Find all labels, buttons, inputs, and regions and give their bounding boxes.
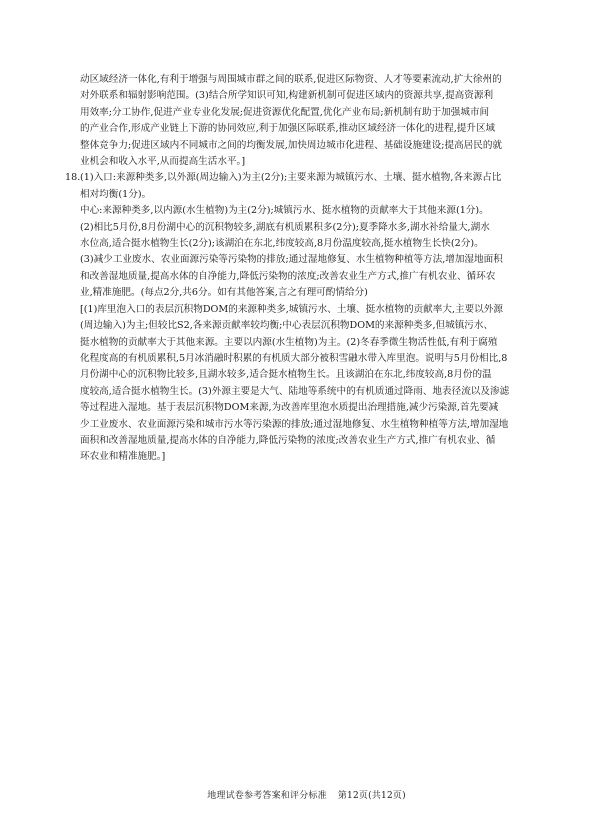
question-18-explanation — [80, 302, 555, 466]
text-line: (1)入口:来源种类多,以外源(周边输入)为主(2分);主要来源为城镇污水、土壤、挺水植物,各来源占比 — [80, 172, 502, 184]
answer-content — [65, 72, 555, 466]
question-18-answer — [65, 170, 555, 301]
page-footer — [0, 788, 613, 801]
question-number: 18. — [65, 172, 81, 184]
text-line: 用效率;分工协作,促进产业专业化发展;促进资源优化配置,优化产业布局;新机制有助于加强城市间 — [80, 106, 490, 118]
text-line: 等过程进入湿地。基于表层沉积物DOM来源,为改善库里泡水质提出治理措施,减少污染源,首先要减 — [80, 402, 499, 414]
text-line: 化程度高的有机质累积,5月冰消融时积累的有机质大部分被积雪融水带入库里泡。说明与5月份相比,8 — [80, 352, 508, 364]
text-line: 业,精准施肥。(每点2分,共6分。如有其他答案,言之有理可酌情给分) — [80, 287, 368, 299]
text-line: 中心:来源种类多,以内源(水生植物)为主(2分);城镇污水、挺水植物的贡献率大于其他来源(1分)。 — [80, 205, 489, 217]
previous-answer-continuation — [80, 72, 555, 170]
text-line: 面积和改善湿地质量,提高水体的自净能力,降低污染物的浓度;改善农业生产方式,推广有机农业、循 — [80, 434, 496, 446]
text-line: (3)减少工业废水、农业面源污染等污染物的排放;通过湿地修复、水生植物种植等方法,增加湿地面积 — [80, 254, 503, 266]
text-line: 和改善湿地质量,提高水体的自净能力,降低污染物的浓度;改善农业生产方式,推广有机农业、循环农 — [80, 270, 496, 282]
text-line: 业机会和收入水平,从而提高生活水平。] — [80, 156, 246, 168]
text-line: 环农业和精准施肥。] — [80, 451, 166, 463]
footer-page-number: 第12页(共12页) — [337, 791, 406, 801]
text-line: 挺水植物的贡献率大于其他来源。主要以内源(水生植物)为主。(2)冬春季微生物活性低,有利于腐殖 — [80, 336, 498, 348]
text-line: [(1)库里泡入口的表层沉积物DOM的来源种类多,城镇污水、土壤、挺水植物的贡献率大,主要以外源 — [80, 303, 503, 315]
text-line: (周边输入)为主;但较比S2,各来源贡献率较均衡;中心表层沉积物DOM的来源种类多,但城镇污水、 — [80, 320, 494, 332]
text-line: 月份湖中心的沉积物比较多,且湖水较多,适合挺水植物生长。且该湖泊在东北,纬度较高,8月份的温 — [80, 369, 492, 381]
text-line: 度较高,适合挺水植物生长。(3)外源主要是大气、陆地等系统中的有机质通过降雨、地表径流以及渗滤 — [80, 385, 510, 397]
text-line: 对外联系和辐射影响范围。(3)结合所学知识可知,构建新机制可促进区域内的资源共享,提高资源利 — [80, 90, 494, 102]
text-line: 水位高,适合挺水植物生长(2分);该湖泊在东北,纬度较高,8月份温度较高,挺水植物生长快(2分)。 — [80, 238, 484, 250]
text-line: 整体竞争力;促进区域内不同城市之间的均衡发展,加快周边城市化进程、基础设施建设;提高居民的就 — [80, 139, 503, 151]
footer-title: 地理试卷参考答案和评分标准 — [207, 791, 327, 801]
text-line: 的产业合作,形成产业链上下游的协同效应,利于加强区际联系,推动区域经济一体化的进程,提升区域 — [80, 123, 496, 135]
text-line: (2)相比5月份,8月份湖中心的沉积物较多,湖底有机质累积多(2分);夏季降水多,湖水补给量大,湖水 — [80, 221, 490, 233]
text-line: 相对均衡(1分)。 — [80, 188, 152, 200]
text-line: 动区域经济一体化,有利于增强与周围城市群之间的联系,促进区际物资、人才等要素流动,扩大徐州的 — [80, 74, 502, 85]
text-line: 少工业废水、农业面源污染和城市污水等污染源的排放;通过湿地修复、水生植物种植等方法,增加湿地 — [80, 418, 509, 430]
